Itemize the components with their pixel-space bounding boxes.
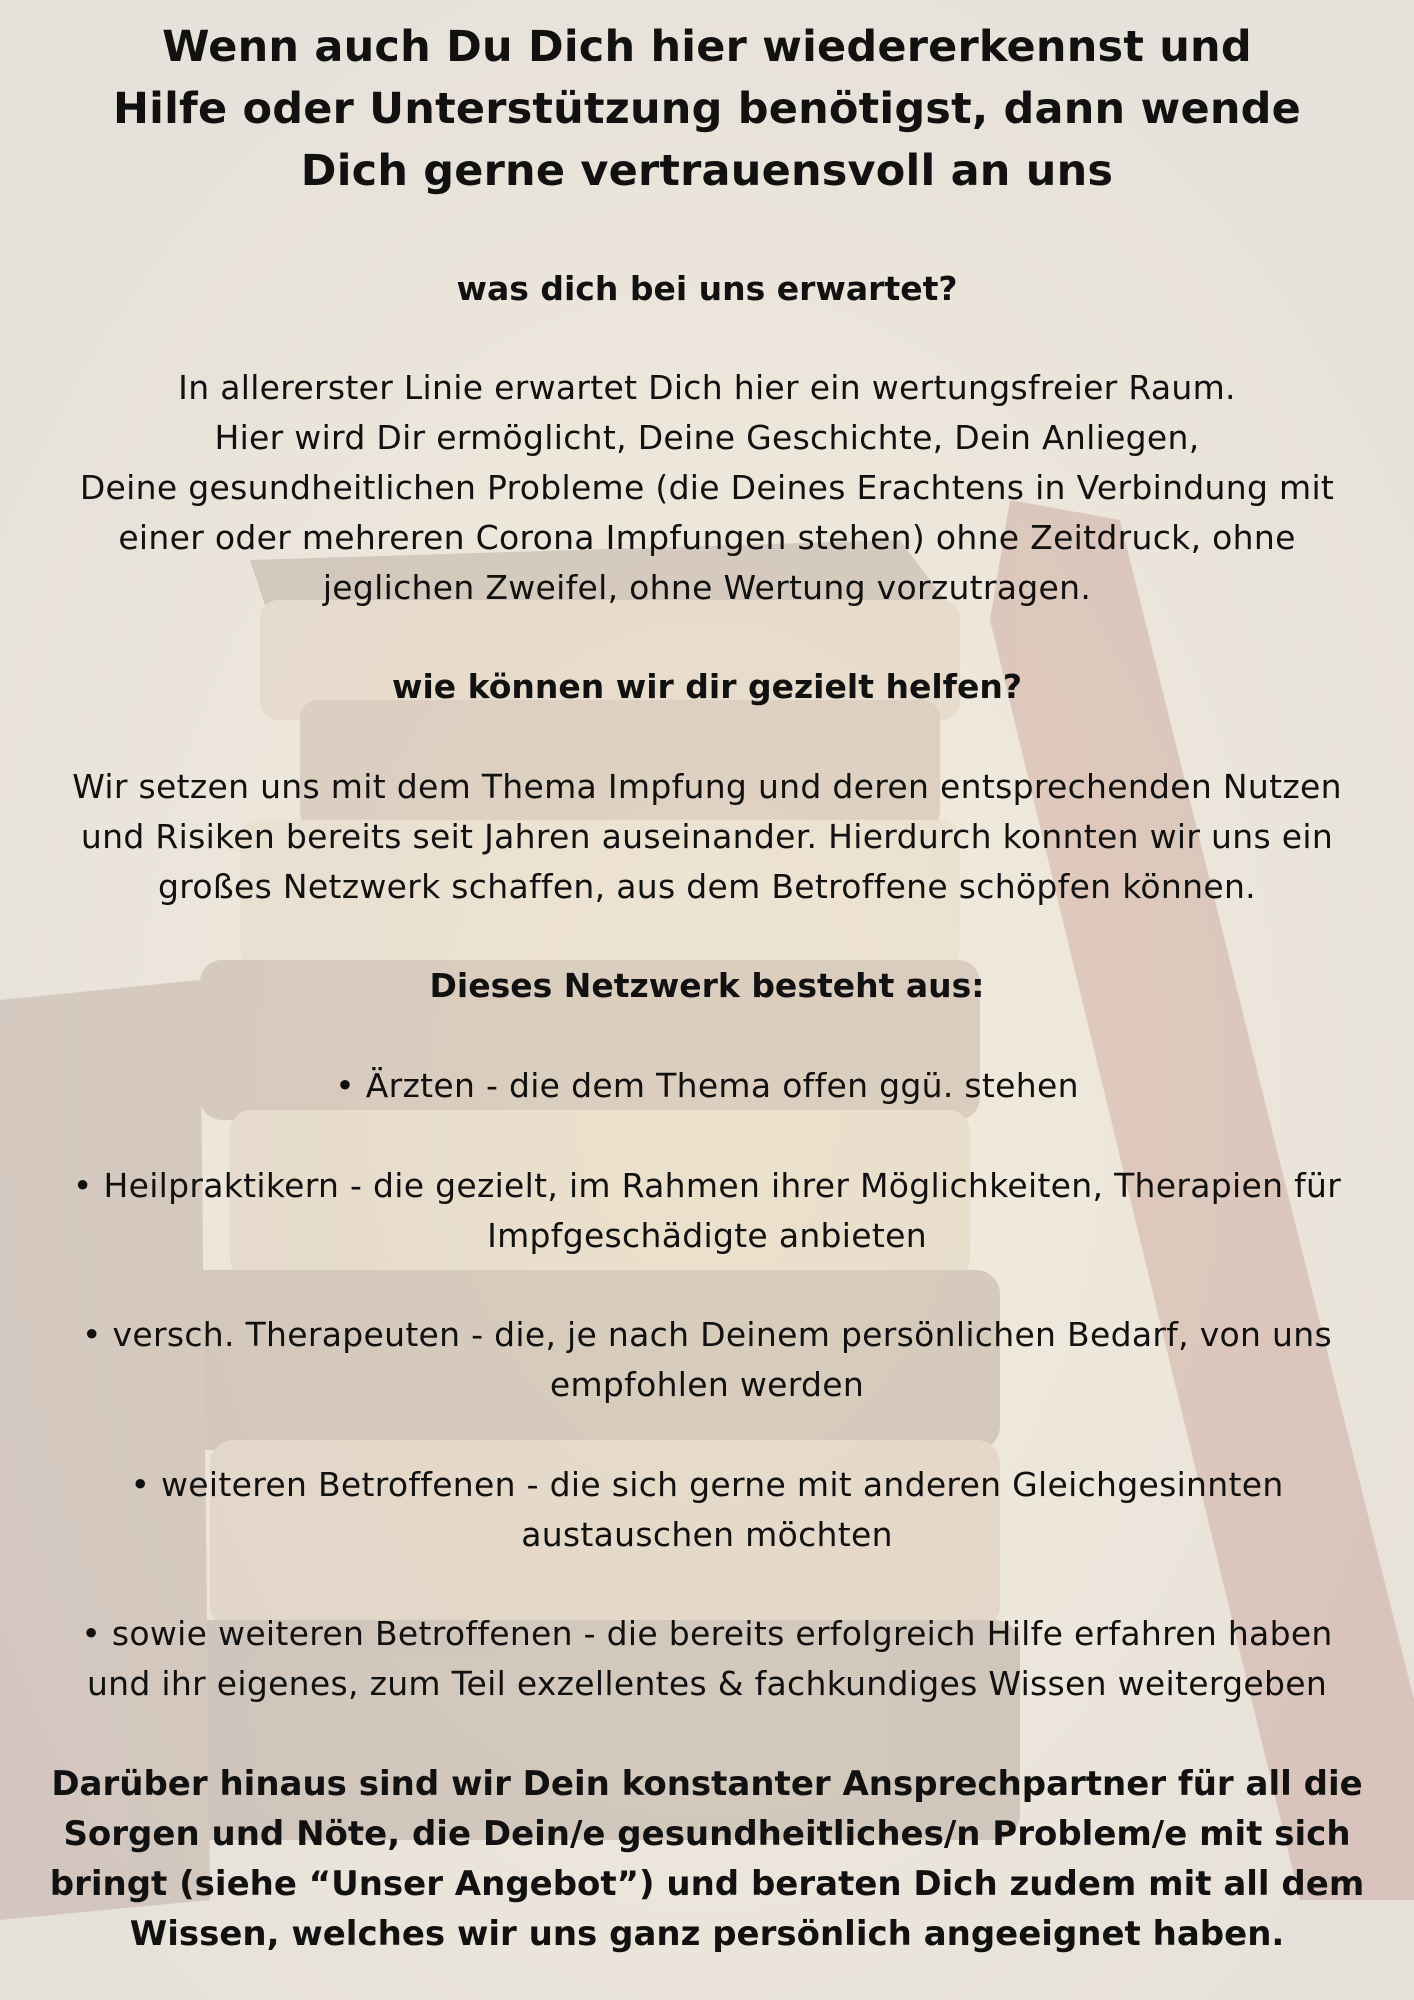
paragraph-line: großes Netzwerk schaffen, aus dem Betroffene schöpfen können. — [158, 867, 1256, 906]
closing-statement — [40, 1759, 1374, 1959]
network-list-item — [14, 1460, 1400, 1560]
list-item-line: austauschen möchten — [521, 1515, 893, 1554]
network-list-item — [14, 1061, 1400, 1111]
title-line: Dich gerne vertrauensvoll an uns — [300, 146, 1114, 196]
paragraph-line: einer oder mehreren Corona Impfungen stehen) ohne Zeitdruck, ohne — [118, 518, 1296, 557]
list-item-line: • Ärzten - die dem Thema offen ggü. stehen — [335, 1066, 1079, 1105]
help-paragraph — [14, 762, 1400, 912]
heading-network: Dieses Netzwerk besteht aus: — [429, 966, 985, 1005]
list-item-line: empfohlen werden — [549, 1365, 865, 1404]
closing-line: Sorgen und Nöte, die Dein/e gesundheitliches/n Problem/e mit sich — [63, 1814, 1351, 1854]
list-item-line: • weiteren Betroffenen - die sich gerne mit anderen Gleichgesinnten — [130, 1465, 1284, 1504]
paragraph-line: Hier wird Dir ermöglicht, Deine Geschichte, Dein Anliegen, — [214, 418, 1200, 457]
list-item-line: • versch. Therapeuten - die, je nach Deinem persönlichen Bedarf, von uns — [82, 1315, 1332, 1354]
paragraph-line: jeglichen Zweifel, ohne Wertung vorzutragen. — [322, 568, 1092, 607]
closing-line: Wissen, welches wir uns ganz persönlich angeeignet haben. — [129, 1914, 1285, 1954]
list-item-line: und ihr eigenes, zum Teil exzellentes & fachkundiges Wissen weitergeben — [86, 1664, 1328, 1703]
paragraph-line: und Risiken bereits seit Jahren auseinander. Hierdurch konnten wir uns ein — [80, 817, 1334, 856]
closing-line: bringt (siehe “Unser Angebot”) und beraten Dich zudem mit all dem — [49, 1864, 1365, 1904]
network-list-item — [14, 1310, 1400, 1410]
list-item-line: • sowie weiteren Betroffenen - die bereits erfolgreich Hilfe erfahren haben — [81, 1614, 1333, 1653]
network-list-item — [14, 1609, 1400, 1709]
paragraph-line: Deine gesundheitlichen Probleme (die Deines Erachtens in Verbindung mit — [79, 468, 1335, 507]
expectations-paragraph — [14, 363, 1400, 613]
paragraph-line: Wir setzen uns mit dem Thema Impfung und deren entsprechenden Nutzen — [72, 767, 1342, 806]
closing-line: Darüber hinaus sind wir Dein konstanter Ansprechpartner für all die — [51, 1764, 1363, 1804]
heading-help: wie können wir dir gezielt helfen? — [391, 667, 1023, 706]
title-line: Wenn auch Du Dich hier wiedererkennst und — [162, 22, 1252, 72]
list-item-line: • Heilpraktikern - die gezielt, im Rahmen ihrer Möglichkeiten, Therapien für — [72, 1166, 1342, 1205]
list-item-line: Impfgeschädigte anbieten — [487, 1216, 927, 1255]
page-title — [60, 16, 1354, 202]
network-list-item — [14, 1161, 1400, 1261]
paragraph-line: In allererster Linie erwartet Dich hier ein wertungsfreier Raum. — [178, 368, 1236, 407]
heading-expectations: was dich bei uns erwartet? — [456, 269, 958, 308]
title-line: Hilfe oder Unterstützung benötigst, dann wende — [112, 84, 1301, 134]
